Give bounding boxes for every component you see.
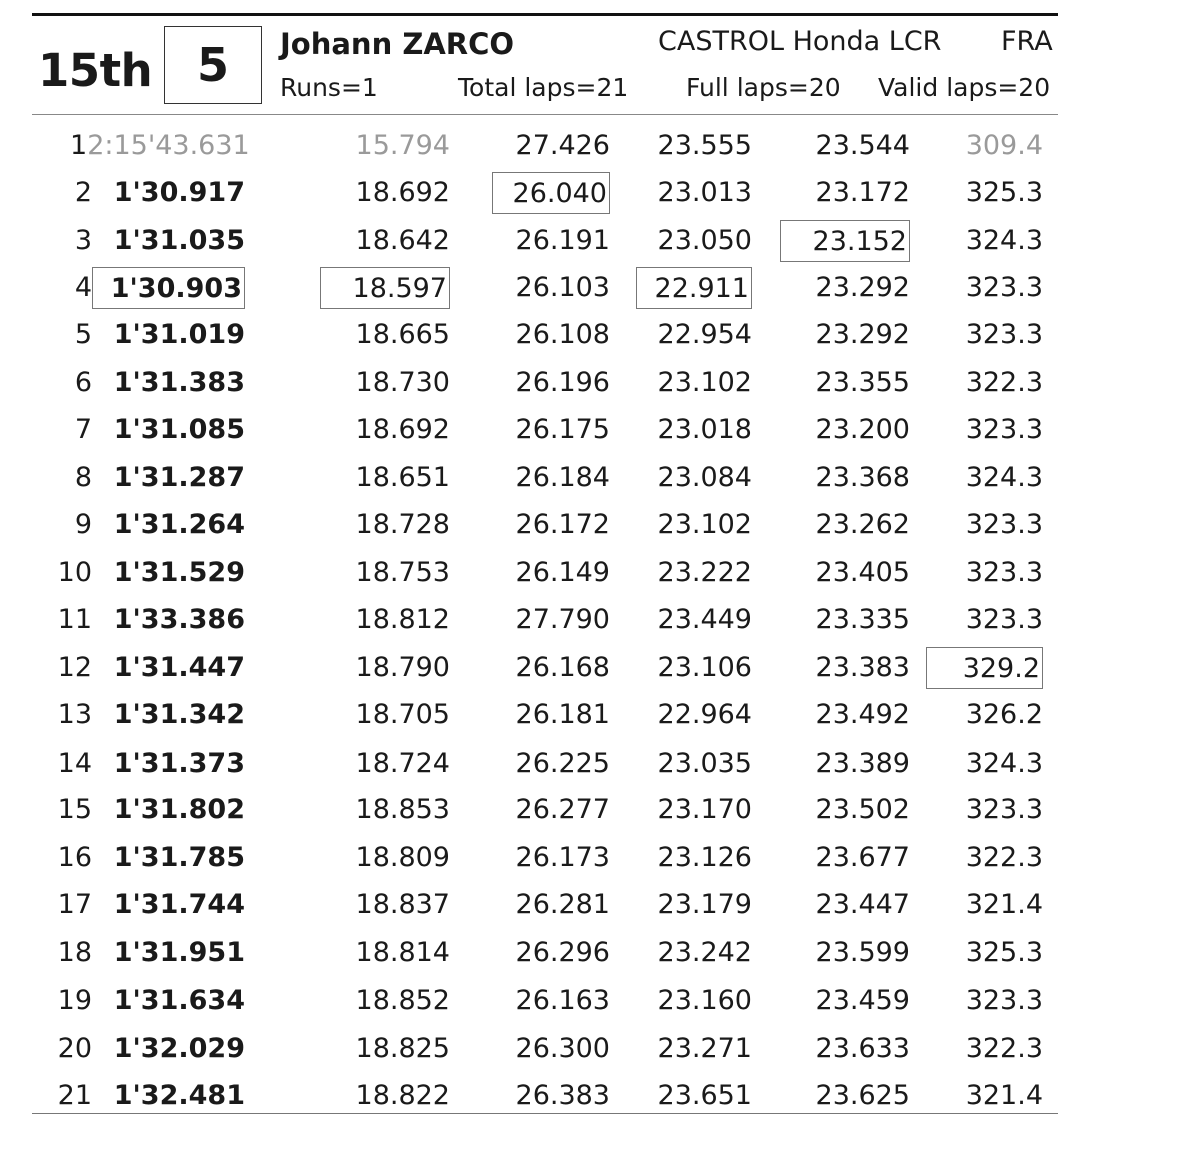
lap-time-best: 1'30.903	[92, 267, 245, 309]
sector-4: 23.335	[815, 604, 910, 635]
table-row	[0, 125, 1200, 167]
sector-3: 23.035	[657, 748, 752, 779]
sector-1: 18.724	[355, 748, 450, 779]
sector-2: 26.184	[515, 462, 610, 493]
lap-time: 1'31.383	[113, 367, 245, 398]
runs-label: Runs=	[280, 73, 362, 102]
lap-number: 21	[57, 1080, 92, 1111]
lap-time: 1'32.481	[113, 1080, 245, 1111]
sector-4: 23.599	[815, 937, 910, 968]
sector-2: 26.149	[515, 557, 610, 588]
table-row	[0, 932, 1200, 974]
lap-number: 12	[57, 652, 92, 683]
sector-2: 26.277	[515, 794, 610, 825]
top-speed-best: 329.2	[926, 647, 1043, 689]
lap-number: 16	[57, 842, 92, 873]
table-row	[0, 789, 1200, 831]
sector-4: 23.292	[815, 272, 910, 303]
top-speed: 323.3	[965, 272, 1043, 303]
lap-number: 14	[57, 748, 92, 779]
sector-2: 26.181	[515, 699, 610, 730]
lap-number: 4	[74, 272, 92, 303]
sector-1: 18.692	[355, 177, 450, 208]
total-laps-label: Total laps=	[458, 73, 597, 102]
rider-number-box	[164, 26, 262, 104]
sector-3: 23.222	[657, 557, 752, 588]
top-speed: 324.3	[965, 225, 1043, 256]
sector-2: 26.196	[515, 367, 610, 398]
sector-3: 23.179	[657, 889, 752, 920]
lap-time: 1'31.744	[113, 889, 245, 920]
lap-number: 8	[74, 462, 92, 493]
sector-4: 23.447	[815, 889, 910, 920]
sector-2: 26.296	[515, 937, 610, 968]
sector-2: 26.108	[515, 319, 610, 350]
sector-4: 23.383	[815, 652, 910, 683]
bottom-rule	[32, 1113, 1058, 1114]
sector-3: 23.555	[657, 130, 752, 161]
sector-3: 23.084	[657, 462, 752, 493]
sector-4: 23.262	[815, 509, 910, 540]
sector-3: 23.018	[657, 414, 752, 445]
top-speed: 323.3	[965, 557, 1043, 588]
sector-3: 22.954	[657, 319, 752, 350]
lap-number: 19	[57, 985, 92, 1016]
lap-number: 20	[57, 1033, 92, 1064]
lap-time: 1'31.634	[113, 985, 245, 1016]
sector-1: 18.705	[355, 699, 450, 730]
sector-1: 18.642	[355, 225, 450, 256]
table-row	[0, 837, 1200, 879]
sector-1: 18.728	[355, 509, 450, 540]
sector-1: 18.790	[355, 652, 450, 683]
sector-4: 23.492	[815, 699, 910, 730]
top-speed: 323.3	[965, 509, 1043, 540]
full-laps-stat	[686, 73, 841, 102]
lap-time: 1'31.035	[113, 225, 245, 256]
total-laps-stat	[458, 73, 628, 102]
sector-2: 26.172	[515, 509, 610, 540]
total-laps-value: 21	[596, 73, 629, 102]
table-row	[0, 694, 1200, 736]
sector-2: 26.191	[515, 225, 610, 256]
sector-4: 23.368	[815, 462, 910, 493]
session-time: 2:15'43.631	[87, 130, 250, 161]
sector-1: 15.794	[355, 130, 450, 161]
sector-4: 23.677	[815, 842, 910, 873]
sector-2: 26.175	[515, 414, 610, 445]
lap-number: 3	[74, 225, 92, 256]
table-row	[0, 504, 1200, 546]
runs-value: 1	[361, 73, 378, 102]
lap-number: 13	[57, 699, 92, 730]
top-speed: 325.3	[965, 937, 1043, 968]
sector-4: 23.405	[815, 557, 910, 588]
top-speed: 309.4	[965, 130, 1043, 161]
sector-3: 23.271	[657, 1033, 752, 1064]
top-speed: 323.3	[965, 985, 1043, 1016]
sector-1: 18.665	[355, 319, 450, 350]
lap-time: 1'31.785	[113, 842, 245, 873]
sector-3: 23.102	[657, 509, 752, 540]
top-speed: 321.4	[965, 1080, 1043, 1111]
lap-number: 10	[57, 557, 92, 588]
table-row	[0, 1028, 1200, 1070]
top-speed: 324.3	[965, 748, 1043, 779]
lap-time: 1'31.529	[113, 557, 245, 588]
lap-time: 1'32.029	[113, 1033, 245, 1064]
sector-2: 26.173	[515, 842, 610, 873]
sector-3: 23.449	[657, 604, 752, 635]
lap-time: 1'33.386	[113, 604, 245, 635]
sector-1: 18.814	[355, 937, 450, 968]
lap-time: 1'31.264	[113, 509, 245, 540]
sector-1: 18.651	[355, 462, 450, 493]
sector-3: 23.013	[657, 177, 752, 208]
table-row	[0, 267, 1200, 309]
sector-3: 23.050	[657, 225, 752, 256]
top-speed: 323.3	[965, 414, 1043, 445]
lap-number: 5	[74, 319, 92, 350]
sector-1: 18.812	[355, 604, 450, 635]
lap-number: 7	[74, 414, 92, 445]
sector-3: 23.242	[657, 937, 752, 968]
sector-4: 23.459	[815, 985, 910, 1016]
sector-4: 23.502	[815, 794, 910, 825]
sector-3-best: 22.911	[636, 267, 752, 309]
top-speed: 322.3	[965, 367, 1043, 398]
top-speed: 322.3	[965, 1033, 1043, 1064]
sector-1: 18.853	[355, 794, 450, 825]
sector-4: 23.633	[815, 1033, 910, 1064]
sector-1: 18.852	[355, 985, 450, 1016]
top-speed: 324.3	[965, 462, 1043, 493]
sector-2: 26.163	[515, 985, 610, 1016]
sector-1: 18.837	[355, 889, 450, 920]
valid-laps-label: Valid laps=	[878, 73, 1019, 102]
lap-number: 1	[70, 130, 88, 161]
sector-1: 18.822	[355, 1080, 450, 1111]
sector-3: 23.170	[657, 794, 752, 825]
top-speed: 322.3	[965, 842, 1043, 873]
sector-4: 23.292	[815, 319, 910, 350]
valid-laps-value: 20	[1018, 73, 1051, 102]
table-row	[0, 884, 1200, 926]
sector-1: 18.809	[355, 842, 450, 873]
lap-time: 1'30.917	[113, 177, 245, 208]
lap-1-time	[70, 125, 250, 167]
sector-4-best: 23.152	[780, 220, 910, 262]
table-row	[0, 599, 1200, 641]
sector-3: 23.126	[657, 842, 752, 873]
lap-number: 15	[57, 794, 92, 825]
top-speed: 323.3	[965, 319, 1043, 350]
lap-number: 11	[57, 604, 92, 635]
lap-time: 1'31.085	[113, 414, 245, 445]
valid-laps-stat	[878, 73, 1050, 102]
position-label: 15th	[38, 44, 153, 97]
lap-number: 17	[57, 889, 92, 920]
runs-stat	[280, 73, 378, 102]
top-speed: 326.2	[965, 699, 1043, 730]
lap-time: 1'31.447	[113, 652, 245, 683]
lap-number: 6	[74, 367, 92, 398]
sector-3: 23.651	[657, 1080, 752, 1111]
sector-2: 27.790	[515, 604, 610, 635]
table-row	[0, 409, 1200, 451]
lap-time: 1'31.951	[113, 937, 245, 968]
sector-2: 26.300	[515, 1033, 610, 1064]
lap-time: 1'31.287	[113, 462, 245, 493]
lap-time: 1'31.373	[113, 748, 245, 779]
sector-2: 26.168	[515, 652, 610, 683]
sector-4: 23.200	[815, 414, 910, 445]
sector-2: 27.426	[515, 130, 610, 161]
sector-3: 23.106	[657, 652, 752, 683]
team-name: CASTROL Honda LCR	[658, 26, 942, 57]
full-laps-value: 20	[808, 73, 841, 102]
sector-2: 26.383	[515, 1080, 610, 1111]
sector-2: 26.225	[515, 748, 610, 779]
sector-3: 22.964	[657, 699, 752, 730]
top-speed: 325.3	[965, 177, 1043, 208]
top-rule	[32, 13, 1058, 16]
table-row	[0, 552, 1200, 594]
rider-name: Johann ZARCO	[280, 27, 515, 61]
sector-3: 23.160	[657, 985, 752, 1016]
sector-2-best: 26.040	[492, 172, 610, 214]
sector-1-best: 18.597	[320, 267, 450, 309]
lap-time: 1'31.802	[113, 794, 245, 825]
lap-number: 18	[57, 937, 92, 968]
rider-number: 5	[196, 38, 229, 92]
table-row	[0, 172, 1200, 214]
sector-1: 18.730	[355, 367, 450, 398]
lap-time: 1'31.342	[113, 699, 245, 730]
top-speed: 321.4	[965, 889, 1043, 920]
sector-4: 23.389	[815, 748, 910, 779]
nation-code: FRA	[1001, 26, 1053, 57]
sector-1: 18.753	[355, 557, 450, 588]
lap-time: 1'31.019	[113, 319, 245, 350]
table-row	[0, 647, 1200, 689]
header-separator	[32, 114, 1058, 115]
sector-4: 23.544	[815, 130, 910, 161]
table-row	[0, 457, 1200, 499]
table-row	[0, 314, 1200, 356]
sector-4: 23.625	[815, 1080, 910, 1111]
top-speed: 323.3	[965, 604, 1043, 635]
sector-4: 23.355	[815, 367, 910, 398]
lap-number: 2	[74, 177, 92, 208]
full-laps-label: Full laps=	[686, 73, 809, 102]
sector-1: 18.692	[355, 414, 450, 445]
table-row	[0, 220, 1200, 262]
sector-1: 18.825	[355, 1033, 450, 1064]
sector-2: 26.103	[515, 272, 610, 303]
sector-3: 23.102	[657, 367, 752, 398]
lap-number: 9	[74, 509, 92, 540]
table-row	[0, 980, 1200, 1022]
table-row	[0, 362, 1200, 404]
sector-2: 26.281	[515, 889, 610, 920]
top-speed: 323.3	[965, 794, 1043, 825]
sector-4: 23.172	[815, 177, 910, 208]
table-row	[0, 743, 1200, 785]
table-row	[0, 1075, 1200, 1117]
